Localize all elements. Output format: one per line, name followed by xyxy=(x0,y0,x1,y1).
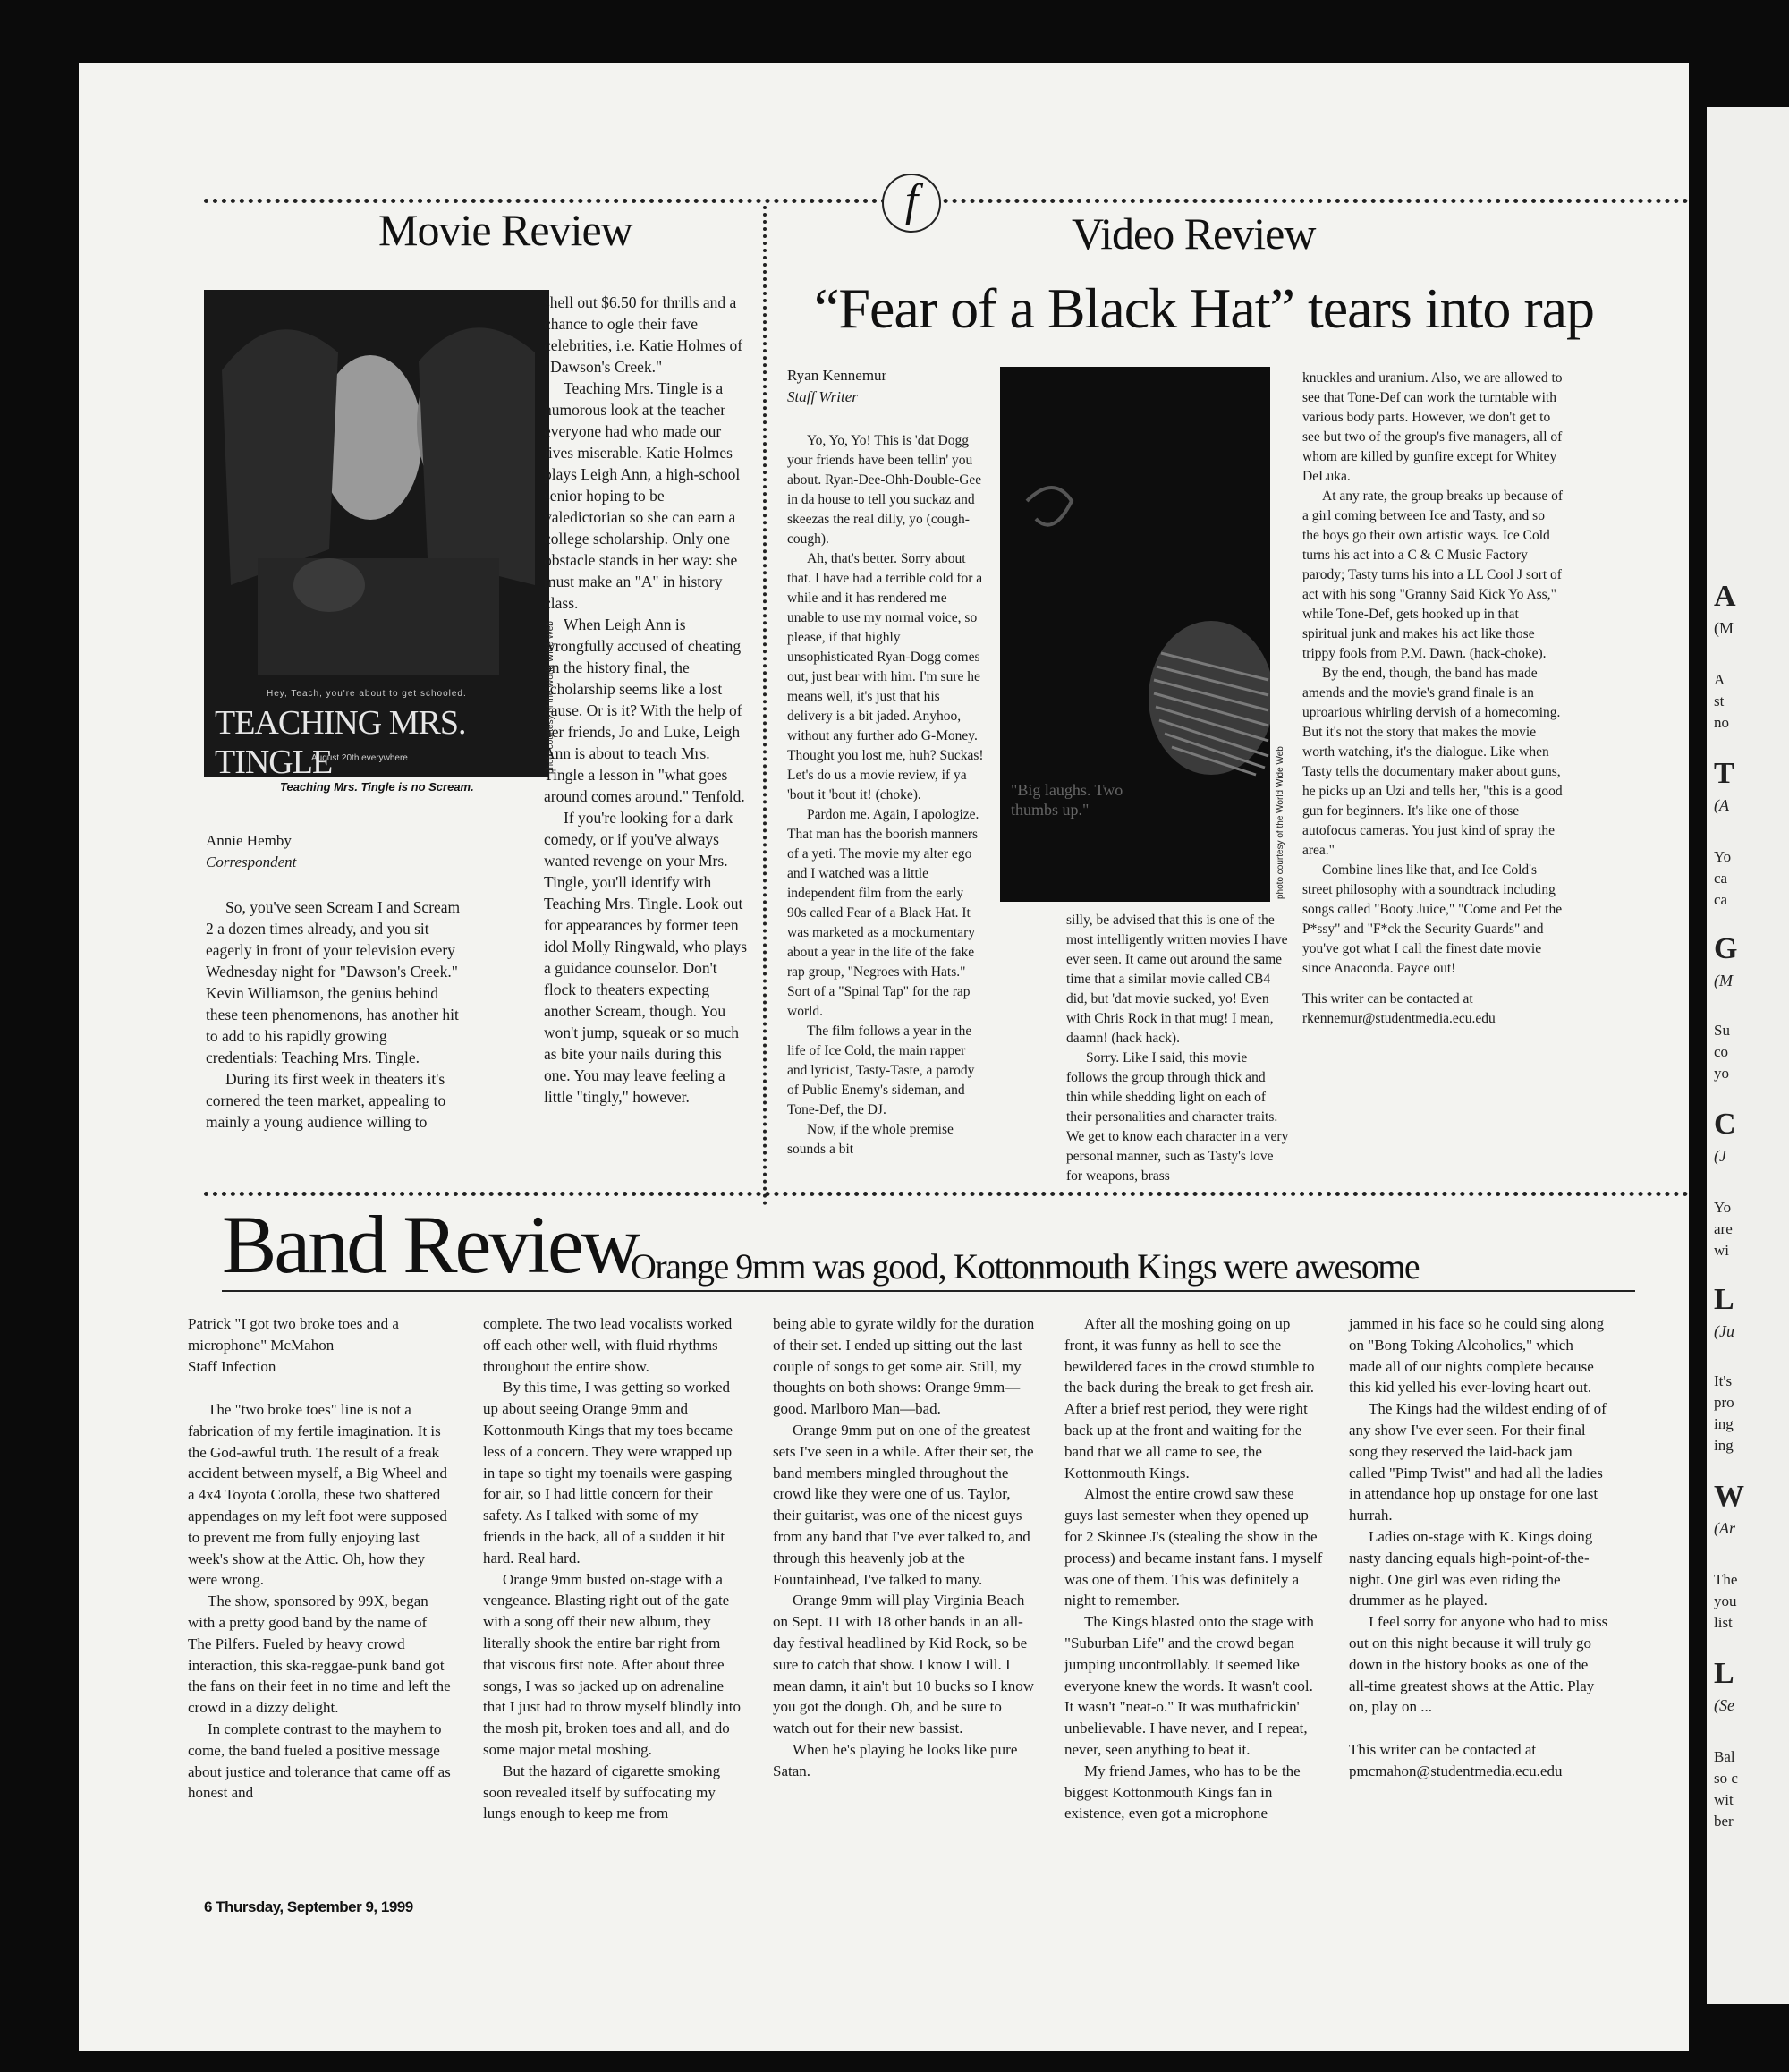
fragment: ca xyxy=(1714,891,1728,908)
contact-line: This writer can be contacted at rkennemur@studentmedia.ecu.edu xyxy=(1302,991,1496,1026)
paragraph: My friend James, who has to be the biggest Kottonmouth Kings fan in existence, even got a microphone xyxy=(1064,1762,1301,1822)
video-author-title: Staff Writer xyxy=(787,388,858,405)
paragraph: By the end, though, the band has made amends and the movie's grand finale is an uproarious whirling dervish of a homecoming. But it's not the story that makes the movie worth watching, it's the dialogue. Like when Tasty tells the documentary maker about guns, he picks up an Uzi and tells her, "this is a good gun for beginners. It's like one of those autofocus cameras. You just kind of spray the area." xyxy=(1302,666,1563,858)
fragment: Bal xyxy=(1714,1748,1735,1765)
band-author-title: Staff Infection xyxy=(188,1358,276,1375)
video-column-2 xyxy=(1066,911,1290,1186)
adjacent-page-strip xyxy=(1707,107,1789,2004)
newspaper-page xyxy=(79,63,1689,2051)
fragment: W xyxy=(1714,1480,1744,1513)
paragraph: Teaching Mrs. Tingle is a humorous look at the teacher everyone had who made our lives miserable. Katie Holmes plays Leigh Ann, a high-school senior hoping to be valedictorian so she can earn a college scholarship. Only one obstacle stands in her way: she must make an "A" in history class. xyxy=(544,379,741,612)
paragraph: Pardon me. Again, I apologize. That man has the boorish manners of a yeti. The movie my alter ego and I watched was a little independent film from the early 90s called Fear of a Black Hat. It was marketed as a mockumentary about a year in the life of the fake rap group, "Negroes with Hats." Sort of a "Spinal Tap" for the rap world. xyxy=(787,807,979,1019)
paragraph: Sorry. Like I said, this movie follows the group through thick and thin while shedding light on each of their personalities and character traits. We get to know each character in a very personal manner, such as Tasty's love for weapons, brass xyxy=(1066,1050,1289,1184)
fragment: ing xyxy=(1714,1437,1734,1454)
video-byline xyxy=(787,365,966,408)
fragment: list xyxy=(1714,1614,1733,1631)
paragraph: Ladies on-stage with K. Kings doing nasty dancing equals high-point-of-the-night. One girl was even riding the drummer as he played. xyxy=(1349,1527,1593,1609)
paragraph: In complete contrast to the mayhem to come, the band fueled a positive message about justice and tolerance that came off as honest and xyxy=(188,1720,451,1802)
paragraph: Combine lines like that, and Ice Cold's street philosophy with a soundtrack including songs called "Booty Juice," "Come and Pet the P*ssy" and "F*ck the Security Guards" and you've got what I call the finest date movie since Anaconda. Payce out! xyxy=(1302,862,1563,976)
band-column-3 xyxy=(773,1313,1038,1782)
video-author: Ryan Kennemur xyxy=(787,367,887,384)
fragment: It's xyxy=(1714,1372,1733,1389)
fragment: wi xyxy=(1714,1242,1729,1259)
paragraph: Yo, Yo, Yo! This is 'dat Dogg your friends have been tellin' you about. Ryan-Dee-Ohh-Double-Gee in da house to tell you suckaz and skeezas the real dilly, yo (cough-cough). xyxy=(787,433,982,547)
video-column-1 xyxy=(787,431,986,1159)
poster-tagline: Hey, Teach, you're about to get schooled. xyxy=(267,689,467,699)
paragraph: At any rate, the group breaks up because of a girl coming between Ice and Tasty, and so the boys go their own artistic ways. Ice Cold turns his act into a C & C Music Factory parody; Tasty turns his into a LL Cool J sort of act with his song "Granny Said Kick Yo Ass," while Tone-Def, gets hooked up in that spiritual junk and makes his act like those trippy fools from P.M. Dawn. (hack-choke). xyxy=(1302,488,1563,661)
fragment: wit xyxy=(1714,1791,1734,1808)
fragment: The xyxy=(1714,1571,1738,1588)
fragment: (M xyxy=(1714,619,1734,637)
band-section-title: Band Review xyxy=(222,1199,639,1290)
band-byline xyxy=(188,1313,453,1378)
movie-column-left xyxy=(206,896,462,1133)
fragment: G xyxy=(1714,932,1738,965)
paragraph: So, you've seen Scream I and Scream 2 a dozen times already, and you sit eagerly in front of your television every Wednesday night for "Dawson's Creek." Kevin Williamson, the genius behind these teen phenomenons, has another hit to add to his rapidly growing credentials: Teaching Mrs. Tingle. xyxy=(206,898,461,1066)
page-footer-folio: 6 Thursday, September 9, 1999 xyxy=(204,1898,413,1915)
movie-photo-credit: photo courtesy of the World Wide Web xyxy=(546,621,555,774)
movie-author-title: Correspondent xyxy=(206,853,297,870)
fragment: st xyxy=(1714,692,1725,709)
video-cover-quote: "Big laughs. Two thumbs up." xyxy=(1011,781,1123,819)
fragment: ca xyxy=(1714,870,1728,887)
video-section-title: Video Review xyxy=(1072,208,1316,259)
movie-section-title: Movie Review xyxy=(378,205,632,255)
video-photo-credit: photo courtesy of the World Wide Web xyxy=(1276,746,1285,899)
fragment: ing xyxy=(1714,1415,1734,1432)
movie-byline xyxy=(206,830,474,873)
middle-rule xyxy=(204,1192,1689,1196)
paragraph: The Kings had the wildest ending of of any show I've ever seen. For their final song they reserved the laid-back jam called "Pimp Twist" and had all the ladies in attendance hop up onstage for one last hurrah. xyxy=(1349,1400,1607,1524)
fragment: (J xyxy=(1714,1147,1726,1165)
paragraph: knuckles and uranium. Also, we are allowed to see that Tone-Def can work the turntable with various body parts. However, we don't get to see but two of the group's five managers, all of whom are killed by gunfire except for Whitey DeLuka. xyxy=(1302,370,1563,484)
paragraph: Almost the entire crowd saw these guys last semester when they opened up for 2 Skinnee J's (stealing the show in the process) and became instant fans. I myself was one of them. This was definitely a night to remember. xyxy=(1064,1485,1323,1609)
paragraph: jammed in his face so he could sing along on "Bong Toking Alcoholics," which made all of our nights complete because this kid yelled his ever-loving heart out. xyxy=(1349,1315,1605,1397)
paragraph: During its first week in theaters it's cornered the teen market, appealing to mainly a young audience willing to xyxy=(206,1070,446,1131)
fragment: (Se xyxy=(1714,1696,1734,1714)
movie-author: Annie Hemby xyxy=(206,832,292,849)
paragraph: By this time, I was getting so worked up about seeing Orange 9mm and Kottonmouth Kings that my toes became less of a concern. They were wrapped up in tape so tight my toenails were gasping for air, so I had little concern for their safety. As I talked with some of my friends in the back, all of a sudden it hit hard. Real hard. xyxy=(483,1379,733,1567)
paragraph: When he's playing he looks like pure Satan. xyxy=(773,1740,1018,1779)
fragment: Yo xyxy=(1714,848,1732,865)
fragment: you xyxy=(1714,1592,1737,1609)
paragraph: When Leigh Ann is wrongfully accused of cheating on the history final, the scholarship seems like a lost cause. Or is it? With the help of her friends, Jo and Luke, Leigh Ann is about to teach Mrs. Tingle a lesson in "what goes around comes around." Tenfold. xyxy=(544,616,745,805)
paragraph: The film follows a year in the life of Ice Cold, the main rapper and lyricist, Tasty-Taste, a parody of Public Enemy's sideman, and Tone-Def, the DJ. xyxy=(787,1023,975,1117)
fragment: (Ar xyxy=(1714,1519,1735,1537)
paragraph: If you're looking for a dark comedy, or if you've always wanted revenge on your Mrs. Tingle, you'll identify with Teaching Mrs. Tingle. Look out for appearances by former teen idol Molly Ringwald, who plays a guidance counselor. Don't flock to theaters expecting another Scream, though. You won't jump, squeak or so much as bite your nails during this one. You may leave feeling a little "tingly," however. xyxy=(544,809,748,1106)
paragraph: Ah, that's better. Sorry about that. I have had a terrible cold for a while and it has rendered me unable to use my normal voice, so please, if that highly unsophisticated Ryan-Dogg comes out, just bear with him. I'm sure he means well, it's just that his delivery is a bit jaded. Anyhoo, without any further ado G-Money. Thought you lost me, huh? Suckas! Let's do us a movie review, if ya 'bout it 'bout it! (choke). xyxy=(787,551,984,802)
paragraph: Now, if the whole premise sounds a bit xyxy=(787,1122,954,1157)
band-headline: Orange 9mm was good, Kottonmouth Kings were awesome xyxy=(631,1246,1420,1287)
fragment: no xyxy=(1714,714,1729,731)
fragment: Su xyxy=(1714,1022,1730,1039)
band-column-1 xyxy=(188,1399,453,1804)
fragment: L xyxy=(1714,1283,1734,1316)
paragraph: Orange 9mm will play Virginia Beach on Sept. 11 with 18 other bands in an all-day festival headlined by Kid Rock, so be sure to catch that show. I know I will. I mean damn, it ain't but 10 bucks so I know you got the dough. Oh, and be sure to watch out for their new bassist. xyxy=(773,1592,1035,1737)
fragment: are xyxy=(1714,1220,1733,1237)
paragraph: silly, be advised that this is one of the most intelligently written movies I have ever seen. It came out around the same time that a similar movie called CB4 did, but 'dat movie sucked, yo! Even with Chris Rock in that mug! I mean, daamn! (hack hack). xyxy=(1066,913,1288,1046)
movie-poster xyxy=(204,290,549,777)
fragment: pro xyxy=(1714,1394,1734,1411)
fragment: (Ju xyxy=(1714,1322,1734,1340)
fragment: A xyxy=(1714,580,1736,613)
contact-line: This writer can be contacted at pmcmahon@studentmedia.ecu.edu xyxy=(1349,1741,1563,1779)
fragment: so c xyxy=(1714,1770,1738,1787)
video-column-3 xyxy=(1302,369,1564,1029)
fragment: T xyxy=(1714,757,1734,790)
paragraph: But the hazard of cigarette smoking soon revealed itself by suffocating my lungs enough to keep me from xyxy=(483,1762,721,1822)
paragraph: being able to gyrate wildly for the duration of their set. I ended up sitting out the last couple of songs to get some air. Still, my thoughts on both shows: Orange 9mm—good. Marlboro Man—bad. xyxy=(773,1315,1035,1418)
poster-title: TEACHING MRS. TINGLE xyxy=(215,704,466,777)
band-column-2 xyxy=(483,1313,744,1824)
fragment: C xyxy=(1714,1108,1736,1141)
fragment: co xyxy=(1714,1043,1729,1060)
fragment: yo xyxy=(1714,1065,1729,1082)
paragraph: Orange 9mm busted on-stage with a vengeance. Blasting right out of the gate with a song off their new album, they literally shook the entire bar right from that viscous first note. After about three songs, I was so jacked up on adrenaline that I just had to throw myself blindly into the mosh pit, broken toes and all, and do some major metal moshing. xyxy=(483,1570,742,1758)
fragment: (M xyxy=(1714,972,1733,989)
band-column-4 xyxy=(1064,1313,1324,1824)
paragraph: The "two broke toes" line is not a fabrication of my fertile imagination. It is the God-awful truth. The result of a freak accident between myself, a Big Wheel and a 4x4 Toyota Corolla, these two shattered appendages on my left foot were supposed to prevent me from fully enjoying last week's show at the Attic. Oh, how they were wrong. xyxy=(188,1401,447,1589)
top-rule xyxy=(204,199,1689,203)
video-cover-photo xyxy=(1000,367,1270,902)
video-headline: “Fear of a Black Hat” tears into rap xyxy=(814,276,1595,340)
paragraph: Orange 9mm put on one of the greatest sets I've seen in a while. After their set, the band members mingled throughout the crowd like they were one of us. Taylor, their guitarist, was one of the nicest guys from any band that I've ever talked to, and through this heavenly job at the Fountainhead, I've talked to many. xyxy=(773,1421,1034,1588)
column-rule-movie-video xyxy=(763,206,767,1206)
fragment: L xyxy=(1714,1657,1734,1690)
band-headline-underline xyxy=(222,1290,1635,1292)
movie-column-right xyxy=(544,292,750,1108)
paragraph: The Kings blasted onto the stage with "Suburban Life" and the crowd began jumping uncontrollably. It seemed like everyone knew the words. It wasn't cool. It wasn't "neat-o." It was muthafrickin' unbelievable. I have never, and I repeat, never, seen anything to beat it. xyxy=(1064,1613,1314,1758)
movie-photo-caption: Teaching Mrs. Tingle is no Scream. xyxy=(280,780,474,794)
paragraph: After all the moshing going on up front, it was funny as hell to see the bewildered faces in the crowd stumble to the back during the break to get fresh air. After a brief rest period, they were right back up at the front and waiting for the band that we all came to see, the Kottonmouth Kings. xyxy=(1064,1315,1315,1482)
paragraph: The show, sponsored by 99X, began with a pretty good band by the name of The Pilfers. Fueled by heavy crowd interaction, this ska-reggae-punk band got the fans on their feet in no time and left the crowd in a dizzy delight. xyxy=(188,1592,451,1717)
section-logo-f: f xyxy=(882,174,941,233)
band-column-5 xyxy=(1349,1313,1608,1782)
video-cover-image xyxy=(1000,367,1270,902)
fragment: (A xyxy=(1714,796,1729,814)
paragraph: complete. The two lead vocalists worked off each other well, with fluid rhythms throughout the entire show. xyxy=(483,1315,733,1375)
fragment: Yo xyxy=(1714,1199,1732,1216)
paragraph: I feel sorry for anyone who had to miss out on this night because it will truly go down in the history books as one of the all-time greatest shows at the Attic. Play on, play on ... xyxy=(1349,1613,1608,1716)
fragment: ber xyxy=(1714,1813,1734,1830)
paragraph: shell out $6.50 for thrills and a chance to ogle their fave celebrities, i.e. Katie Holmes of "Dawson's Creek." xyxy=(544,293,743,376)
fragment: A xyxy=(1714,671,1725,688)
band-author: Patrick "I got two broke toes and a microphone" McMahon xyxy=(188,1315,399,1354)
poster-date: August 20th everywhere xyxy=(311,753,408,763)
